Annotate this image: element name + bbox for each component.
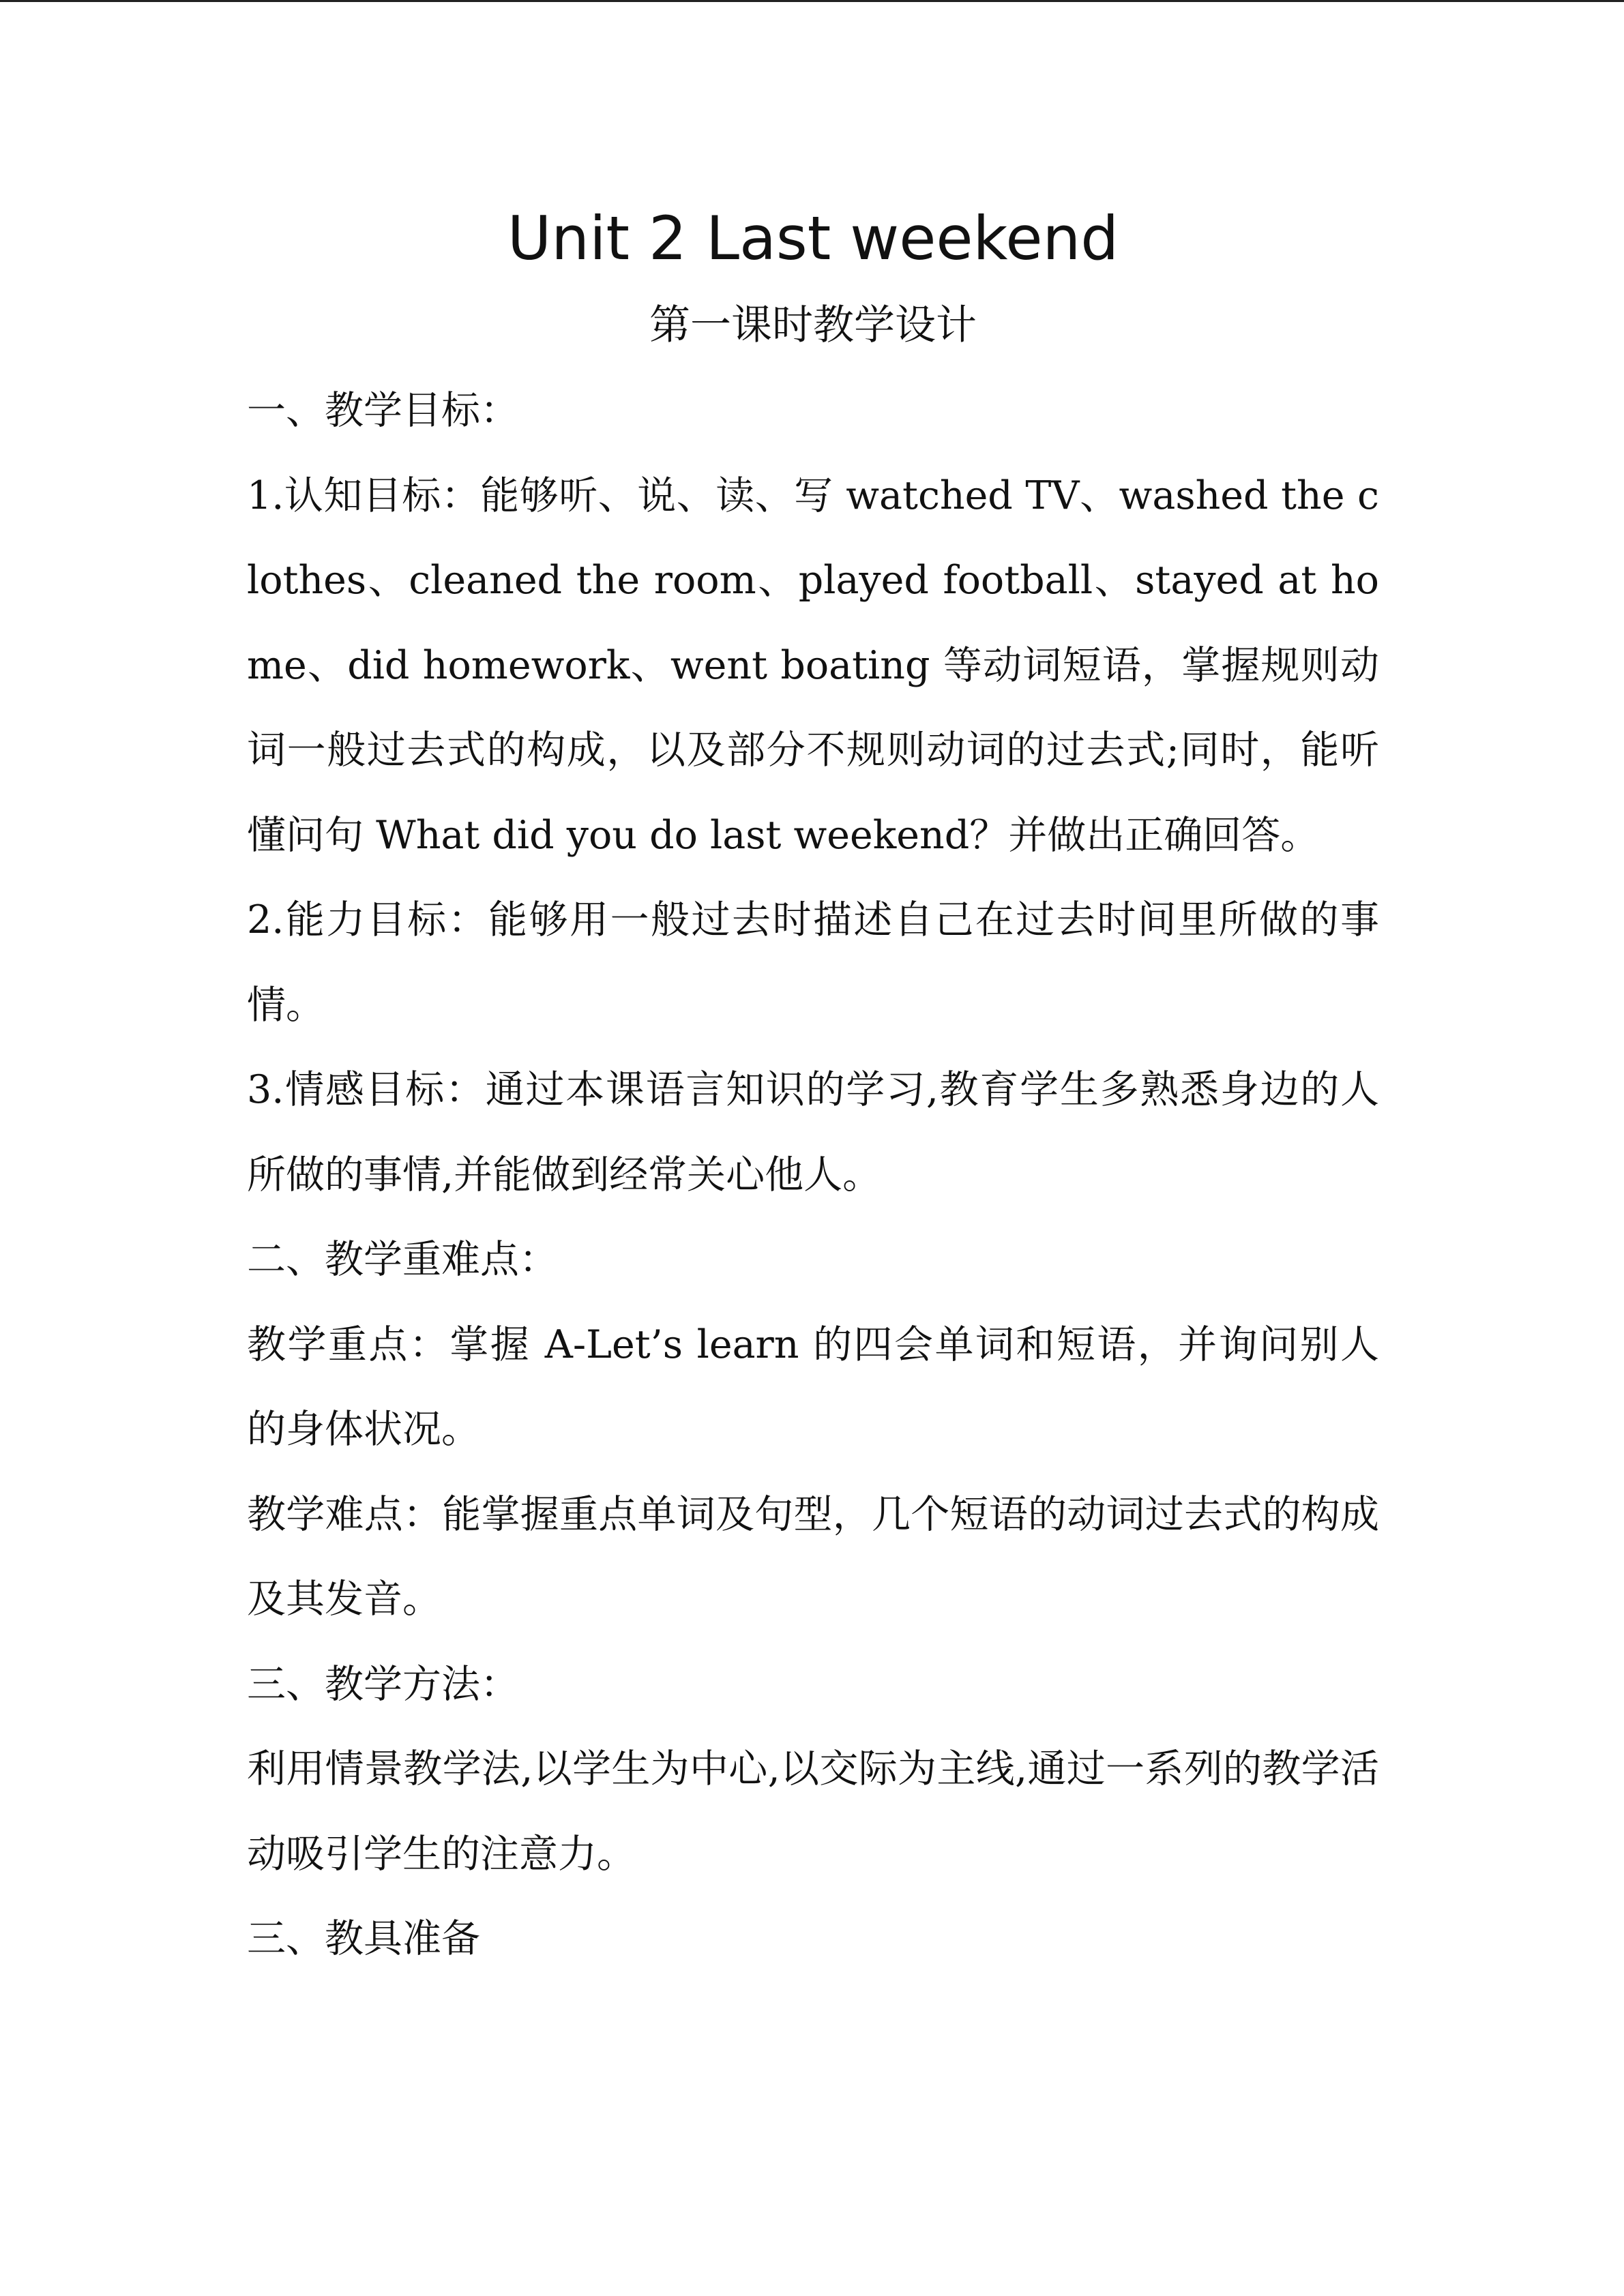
paragraph-difficult-point: 教学难点：能掌握重点单词及句型，几个短语的动词过去式的构成及其发音。 (247, 1491, 1379, 1622)
document-title: Unit 2 Last weekend (507, 203, 1119, 273)
section-heading-methods: 三、教学方法： (247, 1661, 519, 1707)
page-top-border (0, 0, 1624, 2)
document-subtitle: 第一课时教学设计 (649, 301, 977, 349)
section-heading-key-points: 二、教学重难点： (247, 1237, 558, 1282)
paragraph-methods: 利用情景教学法,以学生为中心,以交际为主线,通过一系列的教学活动吸引学生的注意力。 (247, 1746, 1379, 1877)
paragraph-key-point: 教学重点：掌握 A-Let’s learn 的四会单词和短语，并询问别人的身体状况。 (247, 1322, 1379, 1452)
paragraph-ability-objective: 2.能力目标：能够用一般过去时描述自己在过去时间里所做的事情。 (247, 897, 1379, 1028)
section-heading-objectives: 一、教学目标： (247, 388, 519, 433)
document-body (247, 368, 1379, 1982)
section-heading-materials: 三、教具准备 (247, 1916, 480, 1961)
paragraph-emotional-objective: 3.情感目标：通过本课语言知识的学习,教育学生多熟悉身边的人所做的事情,并能做到经常关心他人。 (247, 1067, 1379, 1197)
paragraph-cognitive-objective: 1.认知目标：能够听、说、读、写 watched TV、washed the clothes、cleaned the room、played football、stayed at home、did homework、went boating 等动词短语，掌握规则动词一般过去式的构成，以及部分不规则动词的过去式;同时，能听懂问句 What did you do last weekend？并做出正确回答。 (247, 473, 1379, 858)
